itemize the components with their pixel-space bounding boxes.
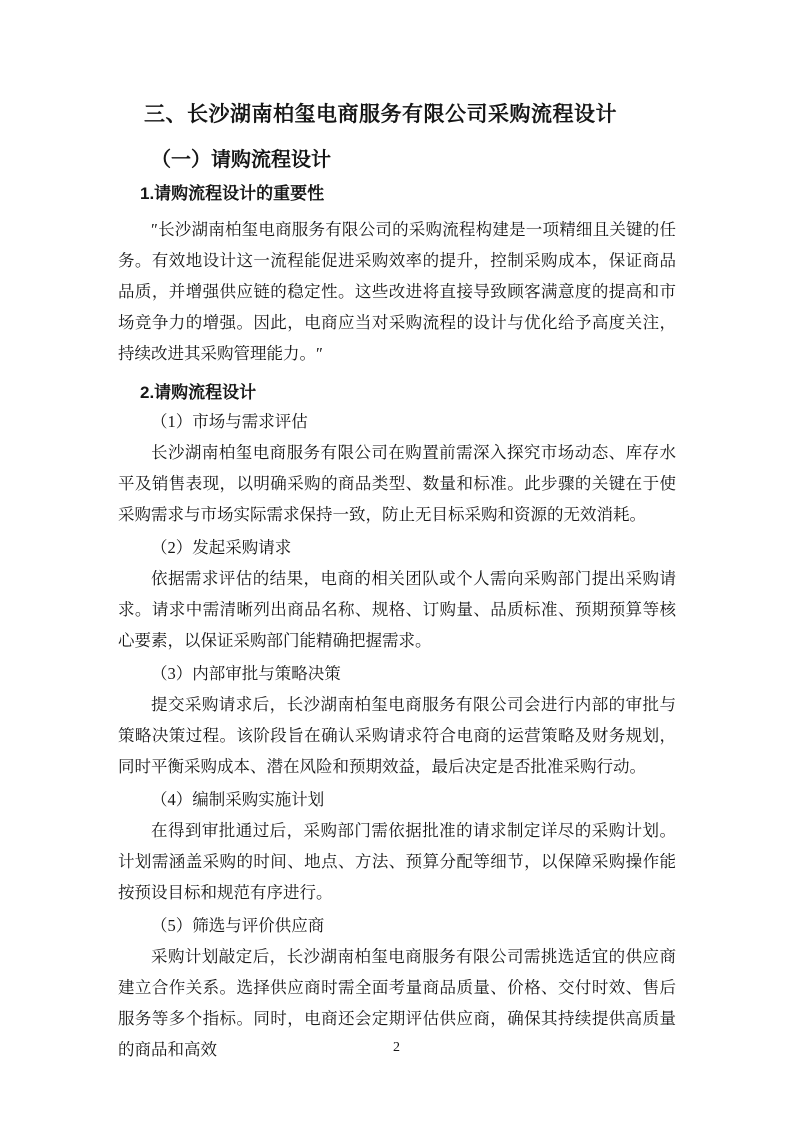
document-title: 三、长沙湖南柏玺电商服务有限公司采购流程设计 — [144, 103, 617, 126]
page-number: 2 — [393, 1040, 400, 1055]
step-4-body: 在得到审批通过后，采购部门需依据批准的请求制定详尽的采购计划。计划需涵盖采购的时间、地点、方法、预算分配等细节，以保障采购操作能按预设目标和规范有序进行。 — [118, 821, 676, 902]
step-3-label: （3）内部审批与策略决策 — [151, 664, 341, 683]
step-1-label: （1）市场与需求评估 — [151, 412, 308, 431]
step-3-body: 提交采购请求后，长沙湖南柏玺电商服务有限公司会进行内部的审批与策略决策过程。该阶段旨在确认采购请求符合电商的运营策略及财务规划，同时平衡采购成本、潜在风险和预期效益，最后决定是否批准采购行动。 — [118, 695, 676, 776]
step-5-label: （5）筛选与评价供应商 — [151, 916, 325, 935]
subsection-heading-importance: 1.请购流程设计的重要性 — [140, 184, 325, 203]
step-1-body: 长沙湖南柏玺电商服务有限公司在购置前需深入探究市场动态、库存水平及销售表现，以明确采购的商品类型、数量和标准。此步骤的关键在于使采购需求与市场实际需求保持一致，防止无目标采购和资源的无效消耗。 — [118, 443, 676, 524]
step-2-body: 依据需求评估的结果，电商的相关团队或个人需向采购部门提出采购请求。请求中需清晰列出商品名称、规格、订购量、品质标准、预期预算等核心要素，以保证采购部门能精确把握需求。 — [118, 569, 676, 650]
section-heading: （一）请购流程设计 — [151, 149, 331, 171]
step-2-label: （2）发起采购请求 — [151, 538, 292, 557]
step-4-label: （4）编制采购实施计划 — [151, 790, 325, 809]
step-5-body: 采购计划敲定后，长沙湖南柏玺电商服务有限公司需挑选适宜的供应商建立合作关系。选择供应商时需全面考量商品质量、价格、交付时效、售后服务等多个指标。同时，电商还会定期评估供应商，确保其持续提供高质量的商品和高效 — [118, 947, 676, 1059]
importance-paragraph: ″长沙湖南柏玺电商服务有限公司的采购流程构建是一项精细且关键的任务。有效地设计这一流程能促进采购效率的提升，控制采购成本，保证商品品质，并增强供应链的稳定性。这些改进将直接导致顾客满意度的提高和市场竞争力的增强。因此，电商应当对采购流程的设计与优化给予高度关注，持续改进其采购管理能力。″ — [118, 220, 676, 363]
subsection-heading-process-design: 2.请购流程设计 — [140, 383, 257, 402]
document-content — [118, 0, 676, 1065]
